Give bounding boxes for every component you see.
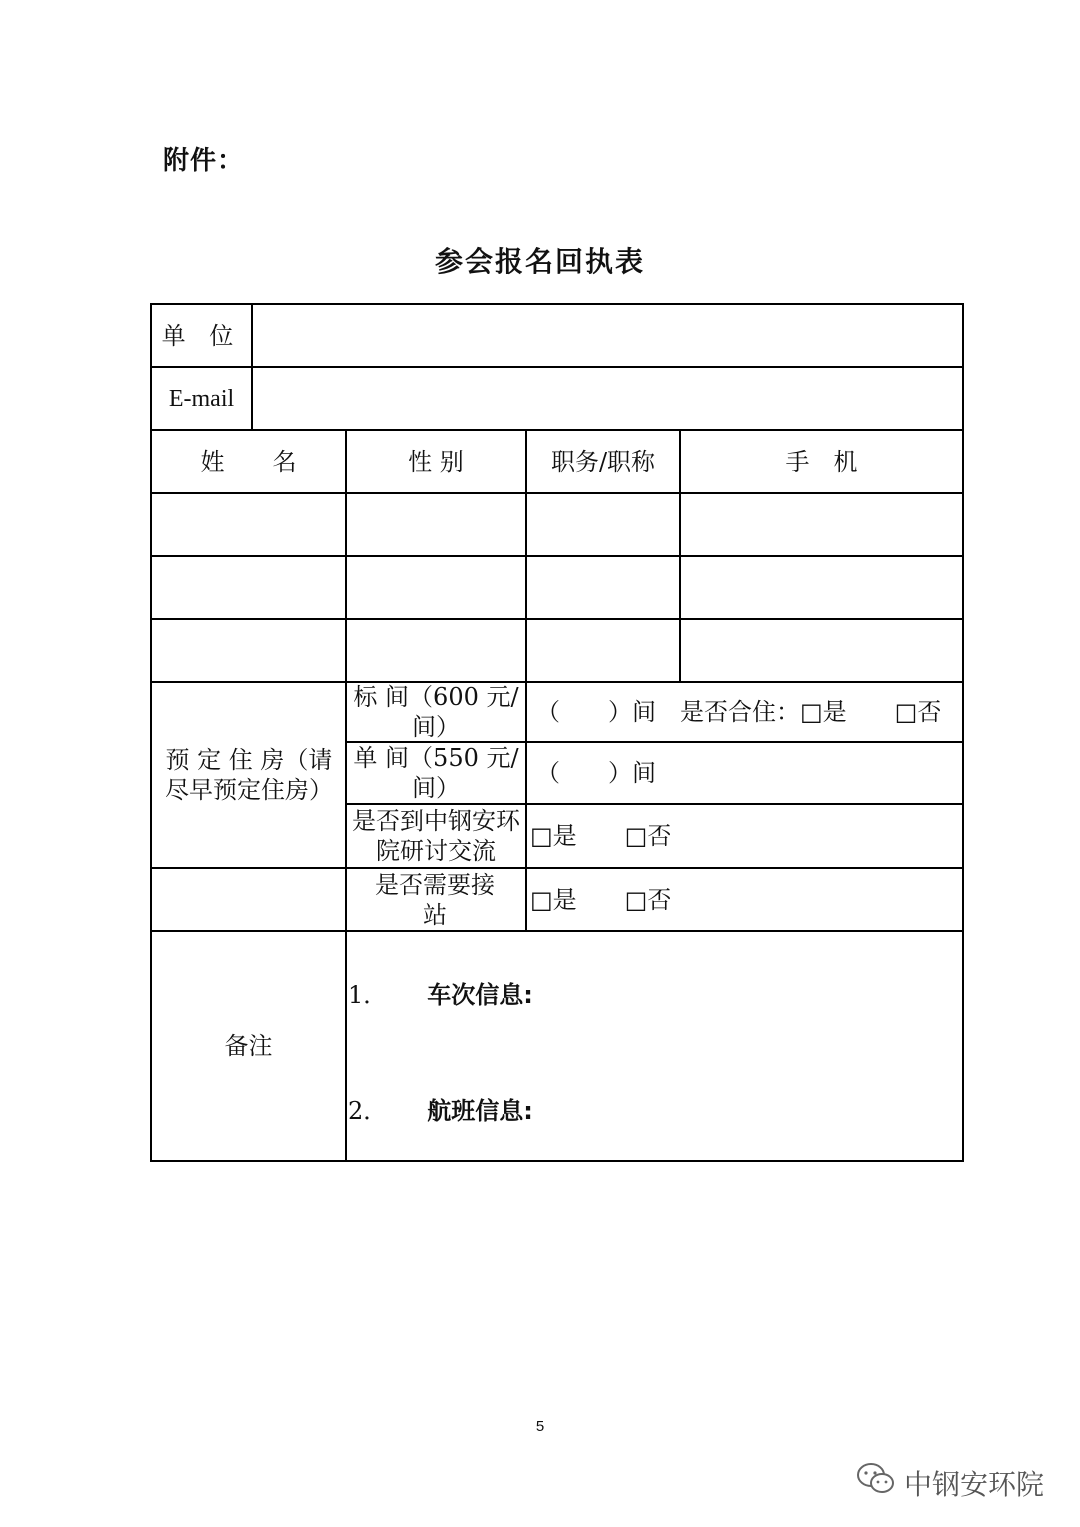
attendee-gender-input[interactable]	[347, 557, 525, 618]
visit-question: 是否到中钢安环院研讨交流	[352, 807, 520, 865]
pickup-empty-cell	[152, 869, 345, 930]
flight-info-line[interactable]	[348, 1091, 533, 1126]
lodging-label: 预 定 住 房（请尽早预定住房）	[165, 746, 333, 804]
flight-info-label: 航班信息:	[427, 1097, 533, 1125]
watermark	[856, 1462, 1044, 1503]
wechat-icon	[856, 1462, 896, 1503]
attendee-name-input[interactable]	[152, 557, 345, 618]
note-number: 2．	[348, 1097, 388, 1125]
attendee-name-input[interactable]	[152, 494, 345, 555]
attendee-name-input[interactable]	[152, 620, 345, 681]
email-label: E-mail	[168, 385, 235, 412]
email-field[interactable]	[252, 368, 962, 429]
form-title: 参会报名回执表	[434, 245, 645, 278]
train-info-label: 车次信息:	[427, 981, 533, 1009]
attendee-title-input[interactable]	[527, 557, 679, 618]
attendee-gender-input[interactable]	[347, 620, 525, 681]
attendee-title-input[interactable]	[527, 620, 679, 681]
visit-options[interactable]: □是 □否	[530, 822, 672, 850]
attendee-title-input[interactable]	[527, 494, 679, 555]
column-header-title: 职务/职称	[550, 447, 656, 476]
unit-label: 单 位	[161, 321, 242, 350]
standard-room-label: 标 间（600 元/间）	[353, 683, 519, 741]
attendee-phone-input[interactable]	[681, 557, 962, 618]
attachment-label: 附件：	[163, 146, 245, 176]
train-info-line[interactable]	[348, 975, 533, 1010]
attendee-phone-input[interactable]	[681, 620, 962, 681]
single-room-label: 单 间（550 元/间）	[353, 744, 519, 802]
column-header-name: 姓 名	[200, 447, 297, 476]
note-number: 1．	[348, 981, 388, 1009]
pickup-options[interactable]: □是 □否	[530, 885, 672, 914]
pickup-question: 是否需要接站	[375, 870, 495, 929]
unit-field[interactable]	[252, 305, 962, 366]
page-number: 5	[535, 1418, 545, 1435]
column-header-gender: 性 别	[408, 447, 464, 476]
attendee-phone-input[interactable]	[681, 494, 962, 555]
single-room-options[interactable]: （ ）间	[536, 759, 656, 787]
watermark-text: 中钢安环院	[903, 1467, 1044, 1501]
standard-room-options[interactable]: （ ）间 是否合住：□是 □否	[536, 698, 942, 726]
attendee-gender-input[interactable]	[347, 494, 525, 555]
remarks-label: 备注	[224, 1032, 273, 1060]
column-header-phone: 手 机	[785, 447, 858, 476]
